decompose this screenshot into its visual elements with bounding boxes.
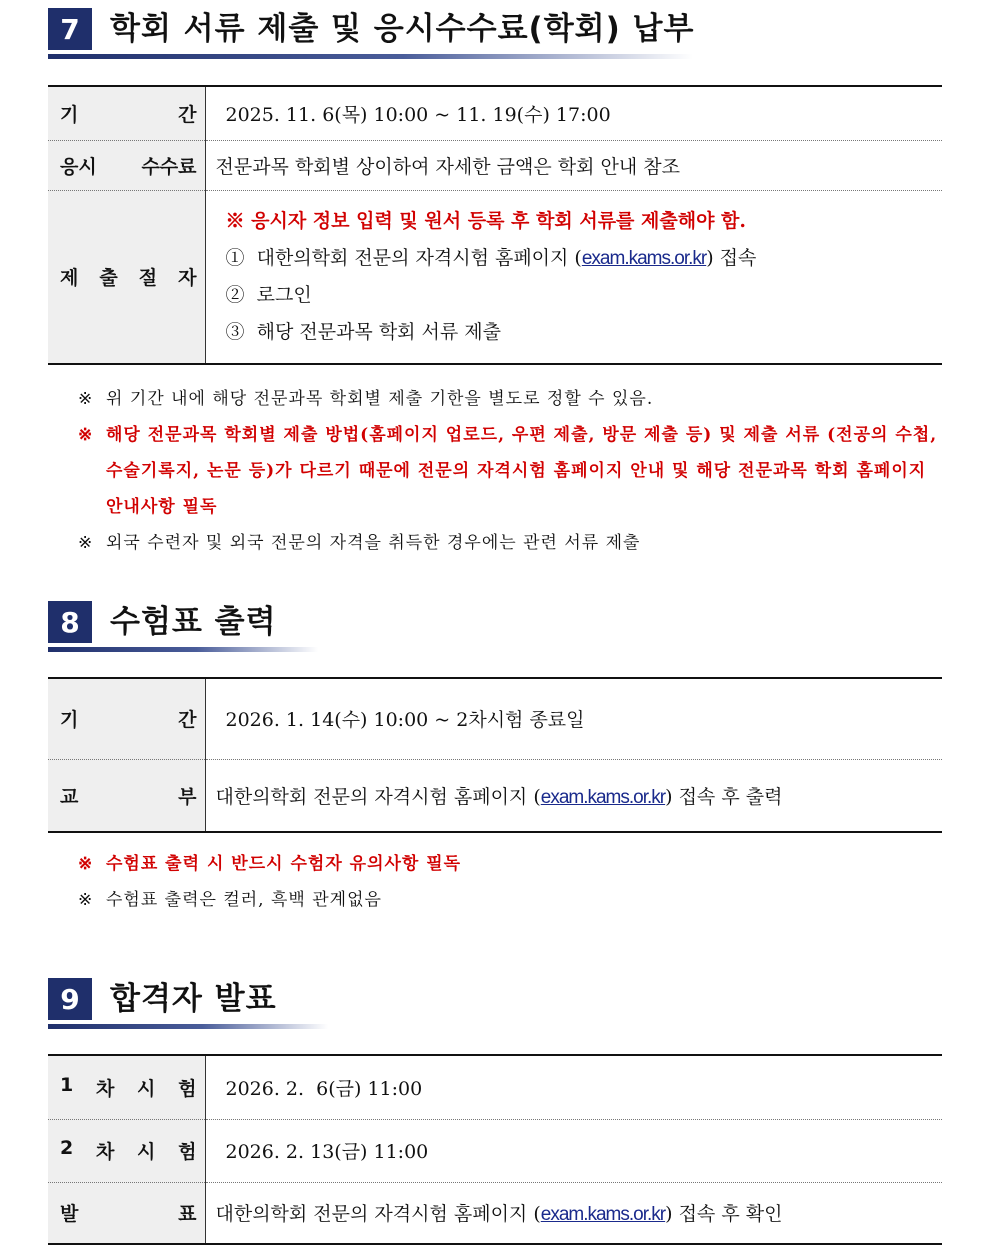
section-7-header bbox=[48, 8, 942, 56]
note: ※ 위 기간 내에 해당 전문과목 학회별 제출 기한을 별도로 정할 수 있음. bbox=[78, 389, 654, 409]
section-title: 학회 서류 제출 및 응시수수료(학회) 납부 bbox=[110, 11, 695, 47]
homepage-link[interactable]: exam.kams.or.kr bbox=[540, 786, 666, 808]
period-value: 2026. 1. 14(수) 10:00 ~ 2차시험 종료일 bbox=[225, 709, 585, 732]
section-number-badge: 7 bbox=[48, 8, 92, 50]
section-7 bbox=[48, 8, 942, 553]
section-8-notes bbox=[78, 846, 944, 918]
row-label: 교 부 bbox=[48, 759, 205, 832]
procedure-notice: ※ 응시자 정보 입력 및 원서 등록 후 학회 서류를 제출해야 함. bbox=[225, 209, 747, 232]
table-row bbox=[48, 1119, 942, 1182]
table-row bbox=[48, 86, 942, 140]
note: ※ 수험표 출력은 컬러, 흑백 관계없음 bbox=[78, 890, 382, 910]
homepage-link[interactable]: exam.kams.or.kr bbox=[581, 247, 707, 269]
table-row bbox=[48, 1055, 942, 1119]
note-emphasis: ※ 해당 전문과목 학회별 제출 방법(홈페이지 업로드, 우편 제출, 방문 제출 등) 및 제출 서류 (전공의 수첩, 수술기록지, 논문 등)가 다르기 때문에 전문의 자격시험 홈페이지 안내 및 해당 전문과목 학회 홈페이지 안내사항 필독 bbox=[78, 425, 938, 517]
section-title: 합격자 발표 bbox=[110, 981, 277, 1017]
title-underline bbox=[48, 647, 318, 652]
issue-value: 대한의학회 전문의 자격시험 홈페이지 (exam.kams.or.kr) 접속 후 출력 bbox=[205, 759, 942, 832]
row-label: 발 표 bbox=[48, 1182, 205, 1244]
procedure-step: ② 로그인 bbox=[225, 283, 312, 306]
title-underline bbox=[48, 1024, 328, 1029]
first-exam-value: 2026. 2. 6(금) 11:00 bbox=[225, 1077, 423, 1100]
note-emphasis: ※ 수험표 출력 시 반드시 수험자 유의사항 필독 bbox=[78, 854, 462, 874]
procedure-step: ③ 해당 전문과목 학회 서류 제출 bbox=[225, 320, 502, 343]
admission-ticket-table bbox=[48, 677, 942, 833]
row-label: 기 간 bbox=[48, 86, 205, 140]
row-label: 제 출 절 자 bbox=[48, 190, 205, 364]
table-row bbox=[48, 190, 942, 364]
section-9-header bbox=[48, 978, 942, 1026]
table-row bbox=[48, 140, 942, 190]
row-label: 응시 수수료 bbox=[48, 140, 205, 190]
period-value: 2025. 11. 6(목) 10:00 ~ 11. 19(수) 17:00 bbox=[225, 103, 611, 126]
table-row bbox=[48, 678, 942, 759]
section-8 bbox=[48, 601, 942, 910]
table-row bbox=[48, 759, 942, 832]
submission-table bbox=[48, 85, 942, 365]
row-label: 기 간 bbox=[48, 678, 205, 759]
procedure-value bbox=[205, 190, 942, 364]
section-number-badge: 9 bbox=[48, 978, 92, 1020]
results-table bbox=[48, 1054, 942, 1245]
announce-value: 대한의학회 전문의 자격시험 홈페이지 (exam.kams.or.kr) 접속 후 확인 bbox=[205, 1182, 942, 1244]
section-9 bbox=[48, 978, 942, 1226]
section-7-notes bbox=[78, 381, 944, 561]
second-exam-value: 2026. 2. 13(금) 11:00 bbox=[205, 1119, 942, 1182]
row-label: 1 차 시 험 bbox=[48, 1055, 205, 1119]
homepage-link[interactable]: exam.kams.or.kr bbox=[540, 1204, 666, 1226]
note: ※ 외국 수련자 및 외국 전문의 자격을 취득한 경우에는 관련 서류 제출 bbox=[78, 533, 641, 553]
table-row bbox=[48, 1182, 942, 1244]
title-underline bbox=[48, 54, 693, 59]
fee-value: 전문과목 학회별 상이하여 자세한 금액은 학회 안내 참조 bbox=[205, 140, 942, 190]
section-title: 수험표 출력 bbox=[110, 604, 277, 640]
section-number-badge: 8 bbox=[48, 601, 92, 643]
procedure-step: ① 대한의학회 전문의 자격시험 홈페이지 (exam.kams.or.kr) 접속 bbox=[225, 246, 757, 269]
row-label: 2 차 시 험 bbox=[48, 1119, 205, 1182]
section-8-header bbox=[48, 601, 942, 649]
